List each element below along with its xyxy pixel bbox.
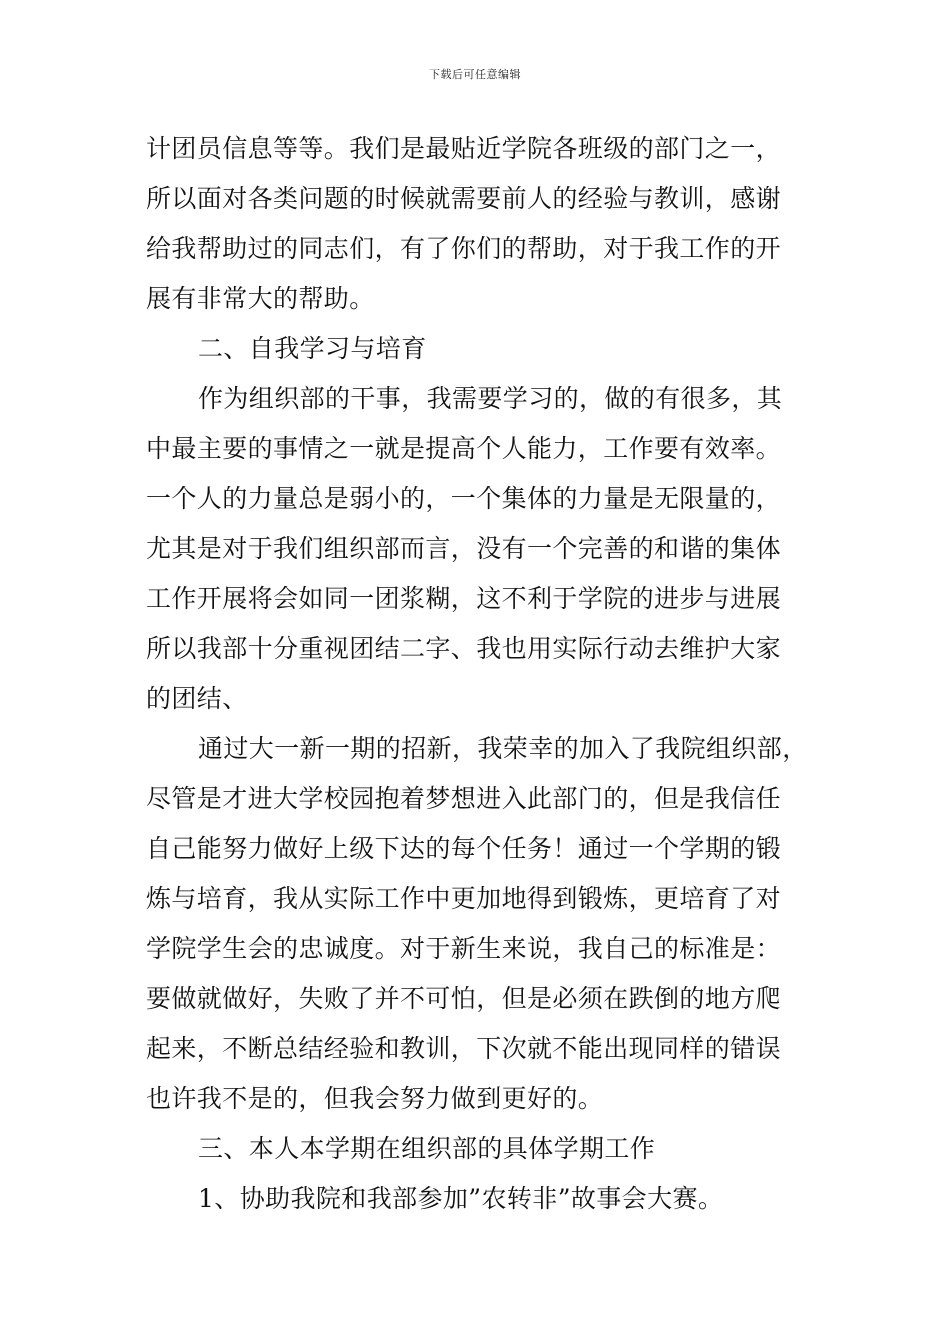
- text-line: 的团结、: [146, 684, 248, 713]
- text-line: 要做就做好，失败了并不可怕，但是必须在跌倒的地方爬: [146, 984, 782, 1013]
- text-line: 尽管是才进大学校园抱着梦想进入此部门的，但是我信任: [146, 784, 782, 813]
- text-line: 计团员信息等等。我们是最贴近学院各班级的部门之一，: [146, 134, 782, 163]
- text-line: 一个人的力量总是弱小的，一个集体的力量是无限量的，: [146, 484, 782, 513]
- text-line: 自己能努力做好上级下达的每个任务！通过一个学期的锻: [146, 834, 782, 863]
- text-line: 炼与培育，我从实际工作中更加地得到锻炼，更培育了对: [146, 884, 782, 913]
- paragraph-first-line: 作为组织部的干事，我需要学习的，做的有很多，其: [198, 384, 783, 413]
- page-header: 下载后可任意编辑: [429, 68, 521, 81]
- text-line: 中最主要的事情之一就是提高个人能力，工作要有效率。: [146, 434, 782, 463]
- text-line: 所以面对各类问题的时候就需要前人的经验与教训，感谢: [146, 184, 782, 213]
- text-line: 学院学生会的忠诚度。对于新生来说，我自己的标准是：: [146, 934, 782, 963]
- paragraph-first-line: 通过大一新一期的招新，我荣幸的加入了我院组织部，: [198, 734, 808, 763]
- text-line: 所以我部十分重视团结二字、我也用实际行动去维护大家: [146, 634, 782, 663]
- document-body: [146, 124, 816, 1224]
- text-line: 给我帮助过的同志们，有了你们的帮助，对于我工作的开: [146, 234, 782, 263]
- list-item: 1、协助我院和我部参加”农转非”故事会大赛。: [198, 1184, 724, 1213]
- text-line: 尤其是对于我们组织部而言，没有一个完善的和谐的集体: [146, 534, 782, 563]
- text-line: 展有非常大的帮助。: [146, 284, 375, 313]
- text-line: 起来，不断总结经验和教训，下次就不能出现同样的错误: [146, 1034, 782, 1063]
- text-line: 也许我不是的，但我会努力做到更好的。: [146, 1084, 604, 1113]
- text-line: 工作开展将会如同一团浆糊，这不利于学院的进步与进展: [146, 584, 782, 613]
- section-heading: 三、本人本学期在组织部的具体学期工作: [198, 1134, 656, 1163]
- section-heading: 二、自我学习与培育: [198, 334, 427, 363]
